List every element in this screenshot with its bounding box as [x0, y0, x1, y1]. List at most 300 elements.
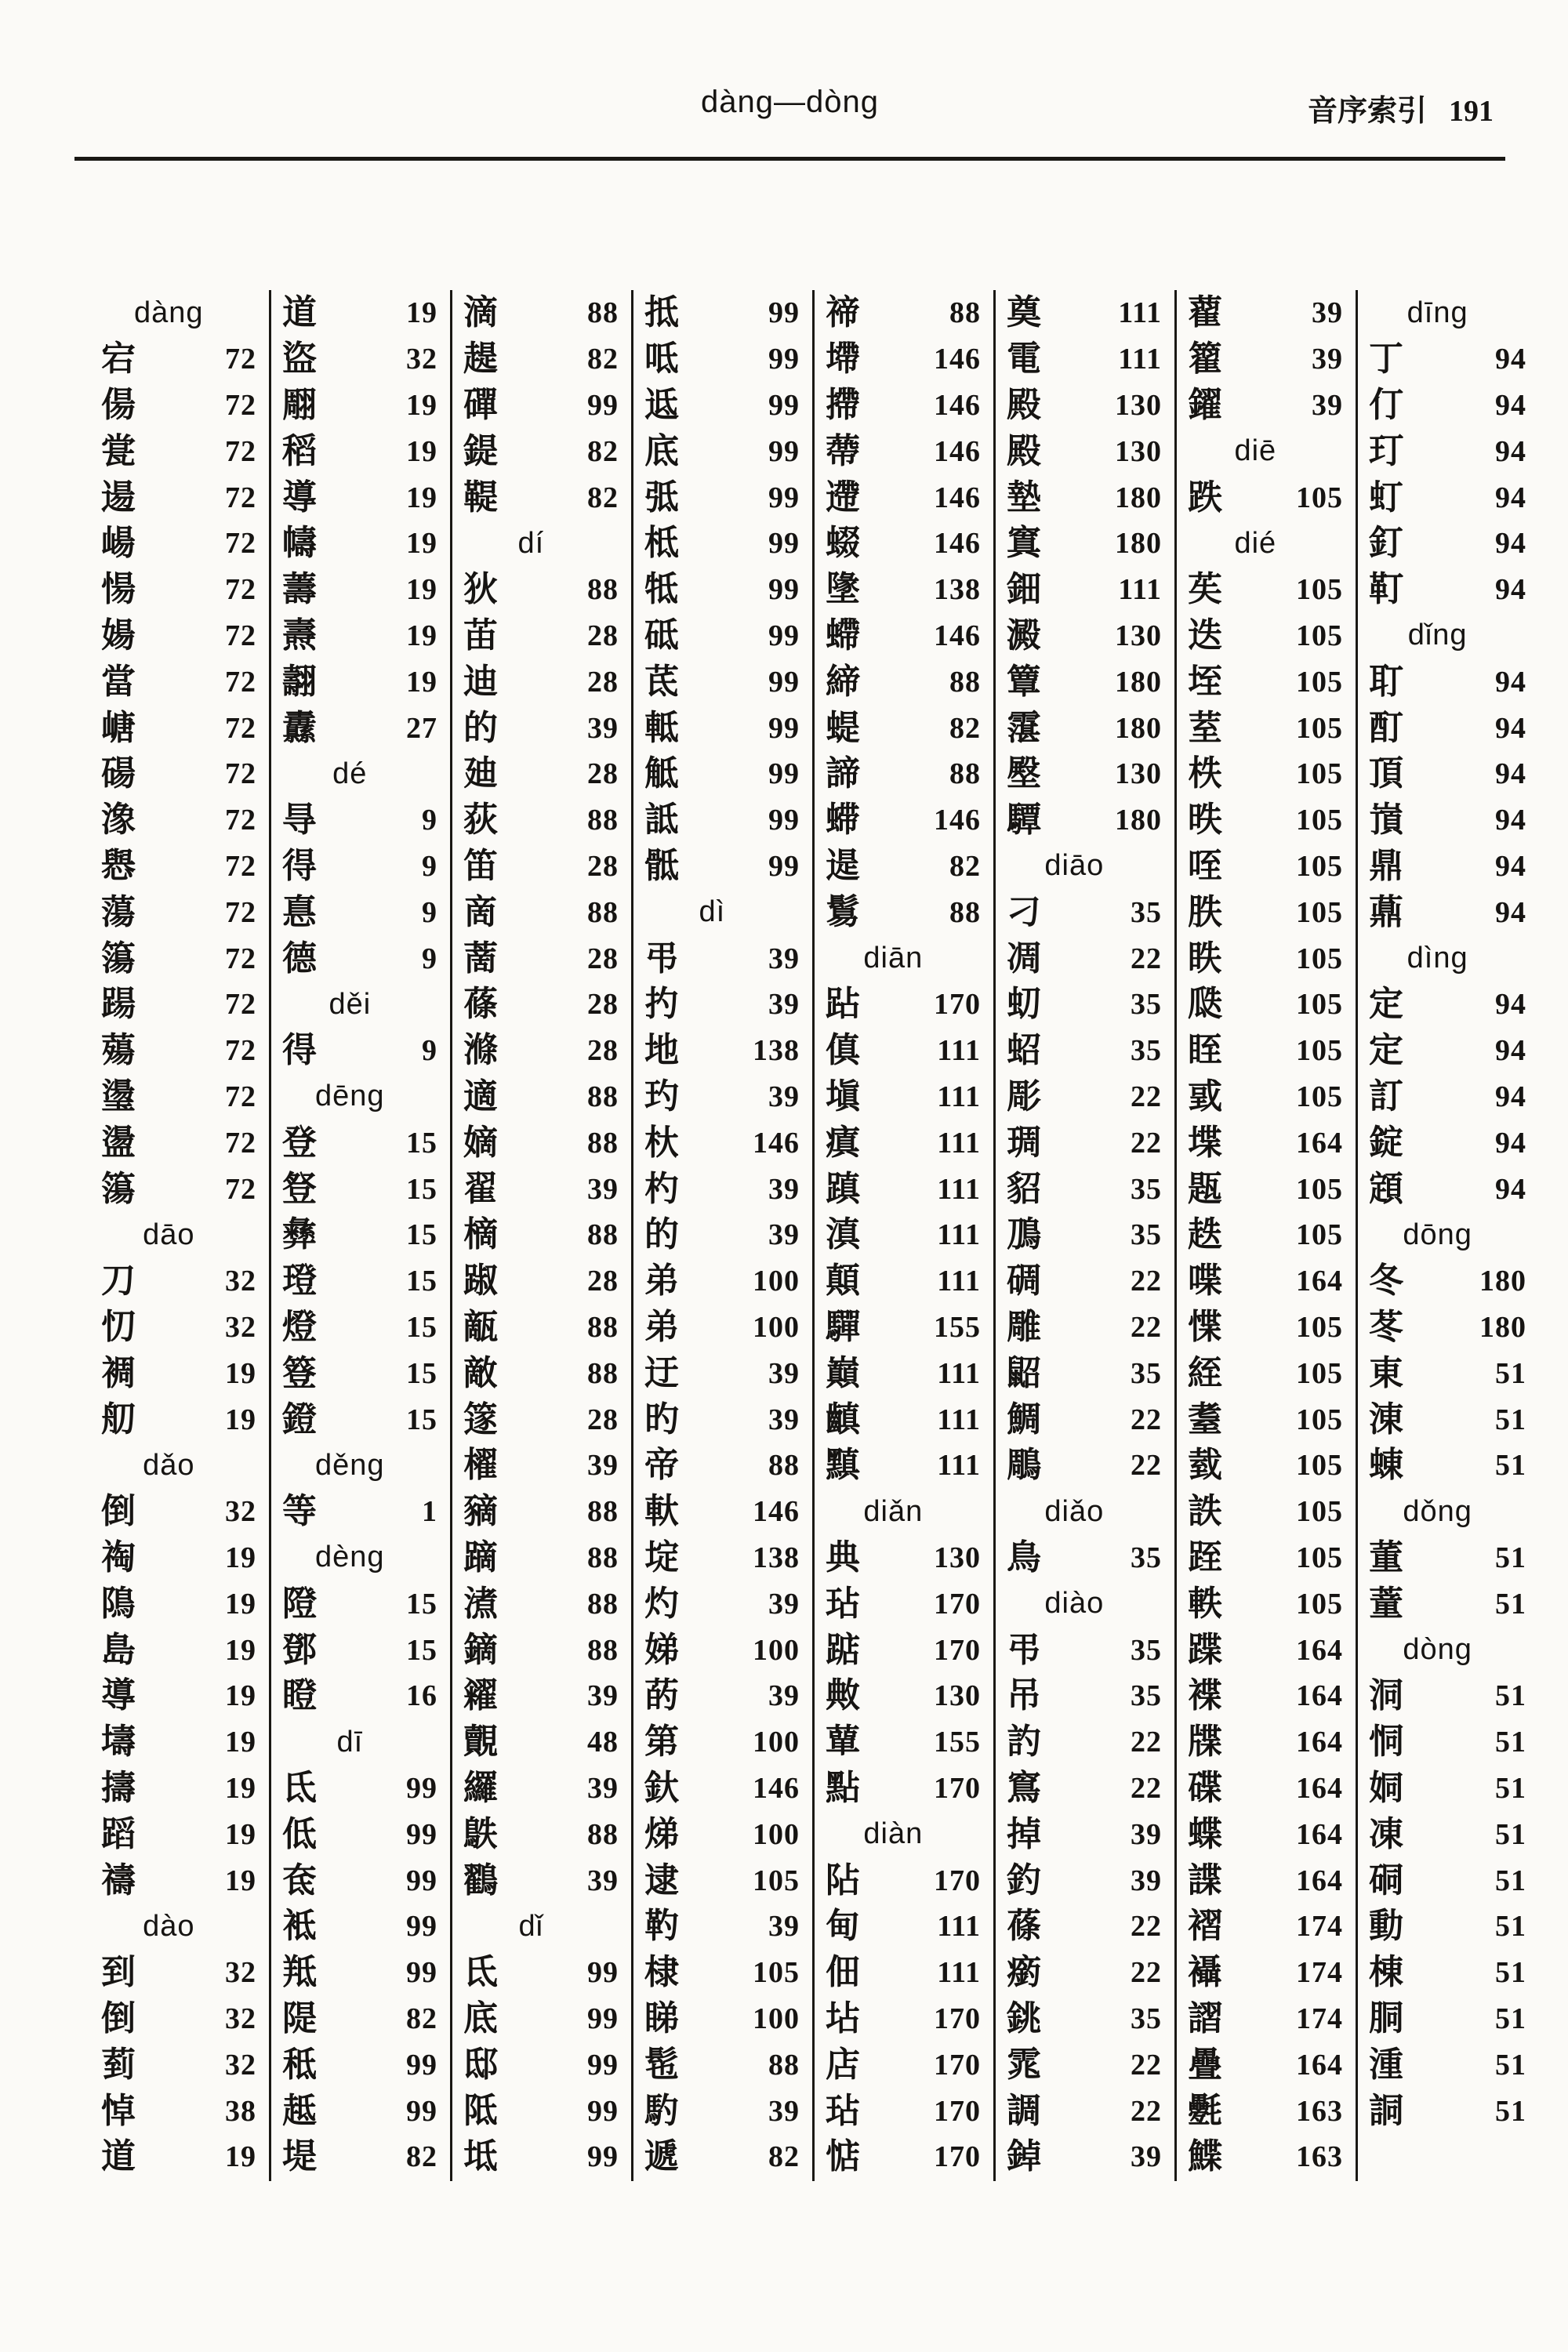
index-entry-row	[633, 1535, 812, 1581]
index-entry-row	[996, 383, 1174, 429]
index-entry-row	[90, 1120, 269, 1166]
entry-page-number: 164	[1296, 1817, 1343, 1851]
entry-page-number: 19	[406, 434, 437, 468]
index-entry-row	[271, 797, 450, 844]
entry-character: 恫	[1369, 1722, 1403, 1762]
entry-character: 鳥	[1007, 1537, 1041, 1577]
entry-page-number: 39	[587, 1864, 619, 1897]
entry-character: 樀	[463, 1215, 498, 1254]
entry-page-number: 22	[1131, 1126, 1162, 1160]
index-entry-row	[90, 1996, 269, 2042]
entry-page-number: 111	[937, 1126, 981, 1160]
index-entry-row	[1358, 1950, 1539, 1996]
entry-character: 隝	[101, 1584, 136, 1623]
entry-page-number: 130	[1115, 757, 1162, 791]
index-entry-row	[815, 1766, 993, 1812]
index-entry-row	[633, 290, 812, 336]
index-entry-row	[633, 1904, 812, 1950]
entry-character: 訂	[1369, 1076, 1403, 1116]
entry-character: 凍	[1369, 1814, 1403, 1853]
entry-page-number: 99	[768, 481, 800, 514]
entry-page-number: 94	[1495, 804, 1526, 837]
entry-page-number: 82	[587, 434, 619, 468]
entry-character: 貂	[1007, 1169, 1041, 1208]
index-entry-row	[996, 889, 1174, 935]
entry-character: 弟	[644, 1261, 679, 1301]
entry-character: 弔	[644, 938, 679, 978]
entry-page-number: 88	[768, 1449, 800, 1483]
index-entry-row	[633, 797, 812, 844]
index-entry-row	[1358, 521, 1539, 567]
index-entry-row	[1177, 1996, 1356, 2042]
entry-page-number: 88	[949, 296, 981, 330]
index-entry-row	[633, 383, 812, 429]
index-entry-row	[996, 797, 1174, 844]
entry-character: 雿	[1007, 2045, 1041, 2084]
entry-character: 盜	[282, 339, 317, 379]
index-entry-row	[1358, 1120, 1539, 1166]
index-entry-row	[996, 1396, 1174, 1443]
entry-page-number: 51	[1495, 1587, 1526, 1621]
index-entry-row	[1177, 751, 1356, 797]
index-entry-row	[633, 1396, 812, 1443]
index-column-5	[815, 290, 996, 2181]
index-entry-row	[90, 1857, 269, 1904]
entry-character: 惵	[1188, 1307, 1222, 1346]
index-entry-row	[1177, 2042, 1356, 2088]
pinyin-section-header: dǐng	[1407, 619, 1468, 652]
entry-character: 眣	[1188, 938, 1222, 978]
entry-page-number: 9	[422, 895, 437, 929]
entry-page-number: 88	[768, 2048, 800, 2082]
index-entry-row	[1177, 1120, 1356, 1166]
entry-page-number: 100	[753, 2002, 800, 2035]
entry-page-number: 99	[768, 711, 800, 745]
entry-page-number: 105	[1296, 1495, 1343, 1529]
index-entry-row	[452, 1719, 631, 1766]
entry-page-number: 19	[406, 665, 437, 699]
entry-character: 鏑	[463, 1630, 498, 1669]
entry-page-number: 72	[225, 1034, 256, 1068]
pinyin-section-header: dé	[332, 757, 368, 790]
entry-page-number: 39	[587, 1771, 619, 1805]
entry-character: 崵	[101, 524, 136, 563]
pinyin-section-header: diào	[1044, 1587, 1105, 1621]
entry-character: 荎	[1188, 708, 1222, 747]
entry-character: 戜	[1188, 1076, 1222, 1116]
entry-page-number: 35	[1131, 1541, 1162, 1574]
entry-character: 詆	[644, 800, 679, 840]
entry-page-number: 146	[934, 481, 981, 514]
entry-page-number: 28	[587, 942, 619, 975]
index-entry-row	[90, 1258, 269, 1305]
index-entry-row	[1358, 1857, 1539, 1904]
entry-page-number: 99	[587, 2002, 619, 2035]
index-entry-row	[271, 567, 450, 613]
entry-page-number: 164	[1296, 1771, 1343, 1805]
section-header-row	[996, 1581, 1174, 1627]
entry-page-number: 99	[768, 665, 800, 699]
index-entry-row	[633, 1489, 812, 1535]
entry-page-number: 39	[1312, 388, 1343, 422]
entry-character: 玷	[826, 1584, 860, 1623]
entry-character: 的	[463, 708, 498, 747]
entry-character: 甋	[463, 1307, 498, 1346]
index-entry-row	[1177, 1811, 1356, 1857]
index-entry-row	[271, 889, 450, 935]
entry-character: 硐	[1369, 1860, 1403, 1900]
index-entry-row	[996, 521, 1174, 567]
entry-character: 氎	[1188, 2091, 1222, 2130]
pinyin-section-header: dī	[336, 1725, 364, 1759]
entry-character: 殿	[1007, 385, 1041, 424]
entry-character: 嵿	[1369, 800, 1403, 840]
entry-page-number: 39	[768, 1679, 800, 1713]
entry-character: 諜	[1188, 1860, 1222, 1900]
entry-page-number: 19	[406, 388, 437, 422]
entry-page-number: 35	[1131, 988, 1162, 1022]
index-entry-row	[996, 2134, 1174, 2180]
index-entry-row	[90, 751, 269, 797]
index-entry-row	[1358, 1535, 1539, 1581]
index-entry-row	[452, 1673, 631, 1719]
entry-page-number: 100	[753, 1633, 800, 1667]
index-entry-row	[1177, 1627, 1356, 1673]
index-entry-row	[90, 935, 269, 982]
entry-page-number: 51	[1495, 1864, 1526, 1897]
entry-page-number: 99	[768, 296, 800, 330]
index-entry-row	[1358, 1904, 1539, 1950]
entry-character: 禱	[101, 1860, 136, 1900]
index-entry-row	[815, 474, 993, 521]
pinyin-section-header: diǎo	[1044, 1494, 1105, 1528]
index-entry-row	[1177, 2088, 1356, 2134]
index-entry-row	[452, 1811, 631, 1857]
entry-character: 驔	[1007, 800, 1041, 840]
entry-character: 鋽	[1007, 2137, 1041, 2176]
entry-page-number: 15	[406, 1172, 437, 1206]
entry-character: 狄	[463, 570, 498, 609]
pinyin-section-header: diē	[1234, 434, 1277, 468]
entry-character: 刁	[1007, 892, 1041, 931]
entry-page-number: 99	[587, 388, 619, 422]
entry-page-number: 88	[587, 1080, 619, 1113]
entry-page-number: 19	[225, 1541, 256, 1574]
entry-page-number: 72	[225, 481, 256, 514]
index-entry-row	[815, 383, 993, 429]
index-entry-row	[90, 1581, 269, 1627]
index-entry-row	[1358, 2088, 1539, 2134]
entry-page-number: 15	[406, 1126, 437, 1160]
index-entry-row	[1177, 1489, 1356, 1535]
entry-character: 豋	[282, 1169, 317, 1208]
entry-character: 堞	[1188, 1123, 1222, 1162]
entry-character: 玎	[1369, 431, 1403, 470]
entry-character: 趆	[282, 2091, 317, 2130]
entry-page-number: 100	[753, 1726, 800, 1759]
entry-character: 蹢	[463, 1537, 498, 1577]
entry-character: 迭	[1188, 615, 1222, 655]
entry-page-number: 35	[1131, 2002, 1162, 2035]
index-entry-row	[633, 613, 812, 659]
section-header-row	[90, 290, 269, 336]
entry-character: 阽	[826, 1860, 860, 1900]
index-entry-row	[271, 1766, 450, 1812]
entry-page-number: 22	[1131, 1310, 1162, 1344]
entry-page-number: 111	[1118, 573, 1162, 607]
entry-character: 愓	[101, 570, 136, 609]
index-entry-row	[996, 1535, 1174, 1581]
entry-character: 䗖	[826, 800, 860, 840]
index-entry-row	[90, 2042, 269, 2088]
entry-character: 燾	[282, 615, 317, 655]
index-entry-row	[1358, 428, 1539, 474]
entry-page-number: 88	[587, 1817, 619, 1851]
entry-character: 荻	[463, 800, 498, 840]
entry-page-number: 51	[1495, 1403, 1526, 1436]
entry-page-number: 51	[1495, 2002, 1526, 2035]
pinyin-section-header: dào	[143, 1909, 195, 1943]
entry-page-number: 170	[934, 1864, 981, 1897]
index-entry-row	[633, 1627, 812, 1673]
entry-page-number: 88	[587, 1587, 619, 1621]
entry-page-number: 99	[406, 1771, 437, 1805]
entry-character: 纙	[463, 1768, 498, 1807]
entry-page-number: 111	[1118, 296, 1162, 330]
index-entry-row	[996, 982, 1174, 1028]
entry-page-number: 9	[422, 849, 437, 883]
index-entry-row	[996, 1120, 1174, 1166]
entry-character: 敵	[463, 1353, 498, 1392]
index-entry-row	[633, 521, 812, 567]
entry-character: 舠	[101, 1399, 136, 1439]
entry-character: 嵣	[101, 708, 136, 747]
index-entry-row	[90, 1627, 269, 1673]
entry-page-number: 19	[225, 1587, 256, 1621]
entry-character: 倒	[101, 1998, 136, 2038]
index-entry-row	[815, 290, 993, 336]
entry-page-number: 111	[937, 1034, 981, 1068]
entry-page-number: 72	[225, 1080, 256, 1113]
entry-character: 墊	[1007, 477, 1041, 517]
entry-character: 鵰	[1007, 1446, 1041, 1485]
entry-page-number: 100	[753, 1265, 800, 1298]
index-entry-row	[633, 659, 812, 705]
entry-page-number: 39	[1312, 296, 1343, 330]
index-column-8	[1358, 290, 1539, 2181]
entry-page-number: 111	[937, 1403, 981, 1436]
entry-character: 董	[1369, 1537, 1403, 1577]
entry-character: 靮	[644, 1907, 679, 1946]
index-entry-row	[1358, 751, 1539, 797]
entry-character: 第	[644, 1722, 679, 1762]
entry-character: 敟	[826, 1676, 860, 1715]
index-entry-row	[1177, 613, 1356, 659]
entry-page-number: 170	[934, 2002, 981, 2035]
index-entry-row	[271, 1396, 450, 1443]
entry-page-number: 82	[406, 2002, 437, 2035]
section-header-row	[1358, 1212, 1539, 1258]
entry-page-number: 164	[1296, 2048, 1343, 2082]
pinyin-range-title: dàng—dòng	[701, 85, 879, 119]
index-entry-row	[633, 1857, 812, 1904]
index-entry-row	[271, 521, 450, 567]
entry-character: 鼦	[1007, 1353, 1041, 1392]
entry-page-number: 99	[768, 804, 800, 837]
index-entry-row	[452, 844, 631, 890]
index-entry-row	[1358, 982, 1539, 1028]
entry-page-number: 94	[1495, 1126, 1526, 1160]
entry-character: 鐙	[282, 1399, 317, 1439]
entry-page-number: 39	[768, 1080, 800, 1113]
entry-page-number: 51	[1495, 1449, 1526, 1483]
entry-page-number: 22	[1131, 2094, 1162, 2128]
index-entry-row	[271, 474, 450, 521]
entry-page-number: 94	[1495, 527, 1526, 561]
entry-page-number: 105	[1296, 757, 1343, 791]
index-entry-row	[271, 1950, 450, 1996]
entry-page-number: 22	[1131, 1265, 1162, 1298]
entry-character: 壔	[101, 1722, 136, 1762]
entry-page-number: 174	[1296, 1910, 1343, 1944]
entry-character: 蕇	[826, 1722, 860, 1762]
entry-character: 翿	[282, 662, 317, 701]
pinyin-section-header: diǎn	[863, 1494, 924, 1528]
index-entry-row	[815, 1535, 993, 1581]
entry-page-number: 19	[406, 481, 437, 514]
entry-character: 洞	[1369, 1676, 1403, 1715]
index-entry-row	[1358, 383, 1539, 429]
entry-character: 睇	[644, 1998, 679, 2038]
entry-character: 骶	[644, 846, 679, 885]
entry-character: 釱	[644, 1768, 679, 1807]
entry-page-number: 164	[1296, 1679, 1343, 1713]
index-entry-row	[1177, 889, 1356, 935]
entry-page-number: 164	[1296, 1265, 1343, 1298]
index-entry-row	[90, 844, 269, 890]
entry-character: 軑	[644, 1492, 679, 1531]
entry-page-number: 111	[937, 1956, 981, 1990]
index-entry-row	[815, 751, 993, 797]
entry-character: 塡	[826, 1076, 860, 1116]
entry-character: 藋	[1188, 293, 1222, 332]
entry-character: 霮	[1007, 708, 1041, 747]
entry-page-number: 19	[406, 527, 437, 561]
header-rule	[74, 157, 1505, 161]
index-entry-row	[996, 428, 1174, 474]
entry-character: 點	[826, 1768, 860, 1807]
section-header-row	[271, 751, 450, 797]
entry-character: 翢	[282, 385, 317, 424]
entry-page-number: 99	[587, 1956, 619, 1990]
entry-character: 顛	[826, 1261, 860, 1301]
entry-page-number: 22	[1131, 1726, 1162, 1759]
entry-page-number: 88	[949, 895, 981, 929]
entry-character: 鬄	[826, 892, 860, 931]
entry-character: 蹀	[1188, 1630, 1222, 1669]
entry-character: 鼎	[1369, 846, 1403, 885]
index-entry-row	[996, 1166, 1174, 1212]
index-entry-row	[271, 1996, 450, 2042]
entry-page-number: 94	[1495, 573, 1526, 607]
entry-page-number: 99	[587, 2048, 619, 2082]
entry-character: 扚	[644, 985, 679, 1024]
entry-character: 苵	[1188, 570, 1222, 609]
entry-character: 姛	[1369, 1768, 1403, 1807]
entry-page-number: 51	[1495, 2048, 1526, 2082]
index-entry-row	[1177, 844, 1356, 890]
entry-page-number: 28	[587, 1403, 619, 1436]
entry-page-number: 94	[1495, 1034, 1526, 1068]
index-entry-row	[452, 1396, 631, 1443]
entry-character: 蹎	[826, 1169, 860, 1208]
entry-character: 鞮	[463, 477, 498, 517]
entry-character: 靪	[1369, 570, 1403, 609]
entry-character: 典	[826, 1537, 860, 1577]
entry-character: 弟	[644, 1307, 679, 1346]
entry-character: 蕩	[101, 892, 136, 931]
entry-character: 氐	[282, 1768, 317, 1807]
entry-character: 呧	[644, 339, 679, 379]
index-entry-row	[271, 1627, 450, 1673]
index-entry-row	[996, 1443, 1174, 1489]
entry-character: 跌	[1188, 477, 1222, 517]
entry-page-number: 82	[768, 2140, 800, 2174]
entry-character: 碉	[1007, 1261, 1041, 1301]
entry-page-number: 174	[1296, 1956, 1343, 1990]
pinyin-section-header: dǎo	[143, 1448, 195, 1482]
entry-character: 䢑	[644, 385, 679, 424]
index-entry-row	[90, 1074, 269, 1120]
entry-page-number: 28	[587, 849, 619, 883]
entry-page-number: 39	[768, 942, 800, 975]
index-entry-row	[271, 1212, 450, 1258]
entry-character: 玷	[826, 2091, 860, 2130]
entry-character: 䳀	[463, 1814, 498, 1853]
section-header-row	[452, 1904, 631, 1950]
index-entry-row	[633, 1581, 812, 1627]
entry-character: 彝	[282, 1215, 317, 1254]
entry-character: 踼	[101, 985, 136, 1024]
entry-character: 擣	[101, 1768, 136, 1807]
index-entry-row	[1177, 336, 1356, 383]
entry-character: 笛	[463, 846, 498, 885]
entry-page-number: 19	[225, 1864, 256, 1897]
entry-character: 祹	[101, 1537, 136, 1577]
section-header-row	[1358, 1627, 1539, 1673]
entry-page-number: 72	[225, 849, 256, 883]
entry-character: 軼	[1188, 1584, 1222, 1623]
entry-character: 灼	[644, 1584, 679, 1623]
entry-character: 顁	[1369, 1169, 1403, 1208]
entry-page-number: 99	[768, 527, 800, 561]
index-entry-row	[1177, 1258, 1356, 1305]
entry-page-number: 180	[1115, 804, 1162, 837]
entry-character: 蛁	[1007, 1031, 1041, 1070]
entry-character: 旳	[644, 1399, 679, 1439]
entry-character: 鯛	[1007, 1399, 1041, 1439]
entry-page-number: 105	[1296, 573, 1343, 607]
index-entry-row	[271, 336, 450, 383]
entry-page-number: 170	[934, 988, 981, 1022]
index-entry-row	[90, 336, 269, 383]
entry-page-number: 99	[768, 434, 800, 468]
entry-page-number: 138	[934, 573, 981, 607]
entry-character: 啇	[463, 892, 498, 931]
entry-character: 等	[282, 1492, 317, 1531]
entry-character: 蓧	[1007, 1907, 1041, 1946]
section-header-row	[90, 1904, 269, 1950]
